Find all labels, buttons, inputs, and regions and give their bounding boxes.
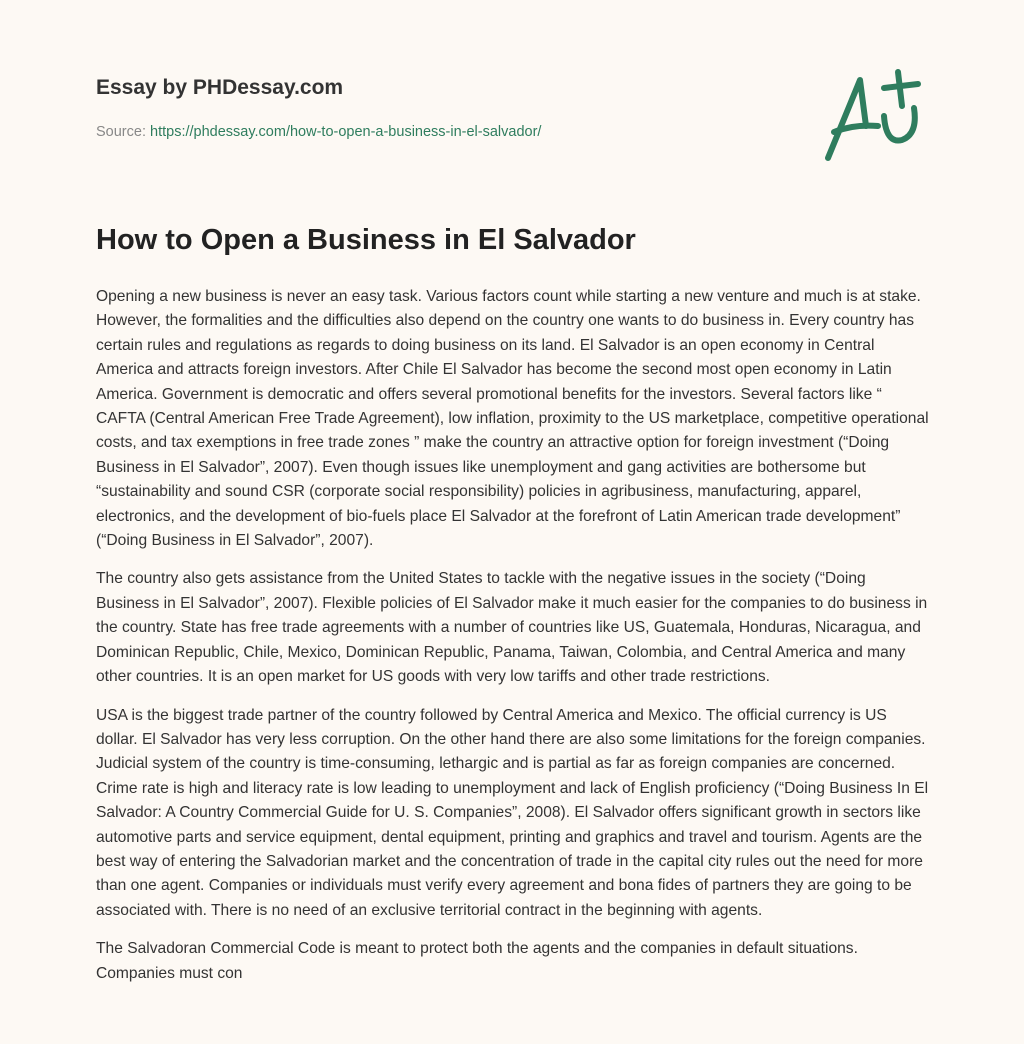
source-line xyxy=(96,124,541,140)
paragraph: The Salvadoran Commercial Code is meant to protect both the agents and the companies in default situations. Companies must con xyxy=(96,940,858,982)
paragraph: The country also gets assistance from the United States to tackle with the negative issues in the society (“Doing Business in El Salvador”, 2007). Flexible policies of El Salvador make it much easier for the companies to do business in the country. State has free trade agreements with a number of countries like US, Guatemala, Honduras, Nicaragua, and Dominican Republic, Chile, Mexico, Dominican Republic, Panama, Taiwan, Colombia, and Central America and many other countries. It is an open market for US goods with very low tariffs and other trade restrictions. xyxy=(96,570,928,686)
source-link[interactable]: https://phdessay.com/how-to-open-a-business-in-el-salvador/ xyxy=(150,124,542,140)
a-plus-logo-icon xyxy=(820,66,930,166)
article-body xyxy=(96,285,932,1000)
source-label: Source: xyxy=(96,124,146,140)
page-title: How to Open a Business in El Salvador xyxy=(96,224,636,256)
paragraph: USA is the biggest trade partner of the country followed by Central America and Mexico. The official currency is US dollar. El Salvador has very less corruption. On the other hand there are also some limitations for the foreign companies. Judicial system of the country is time-consuming, lethargic and is partial as far as foreign companies are concerned. Crime rate is high and literacy rate is low leading to unemployment and lack of English proficiency (“Doing Business In El Salvador: A Country Commercial Guide for U. S. Companies”, 2008). El Salvador offers significant growth in sectors like automotive parts and service equipment, dental equipment, printing and graphics and travel and tourism. Agents are the best way of entering the Salvadorian market and the concentration of trade in the capital city rules out the need for more than one agent. Companies or individuals must verify every agreement and bona fides of partners they are going to be associated with. There is no need of an exclusive territorial contract in the beginning with agents. xyxy=(96,706,929,919)
site-brand: Essay by PHDessay.com xyxy=(96,76,344,99)
paragraph: Opening a new business is never an easy task. Various factors count while starting a new venture and much is at stake. However, the formalities and the difficulties also depend on the country one wants to do business in. Every country has certain rules and regulations as regards to doing business on its land. El Salvador is an open economy in Central America and attracts foreign investors. After Chile El Salvador has become the second most open economy in Latin America. Government is democratic and offers several promotional benefits for the investors. Several factors like “ CAFTA (Central American Free Trade Agreement), low inflation, proximity to the US marketplace, competitive operational costs, and tax exemptions in free trade zones ” make the country an attractive option for foreign investment (“Doing Business in El Salvador”, 2007). Even though issues like unemployment and gang activities are bothersome but “sustainability and sound CSR (corporate social responsibility) policies in agribusiness, manufacturing, apparel, electronics, and the development of bio-fuels place El Salvador at the forefront of Latin American trade development” (“Doing Business in El Salvador”, 2007). xyxy=(96,288,929,550)
